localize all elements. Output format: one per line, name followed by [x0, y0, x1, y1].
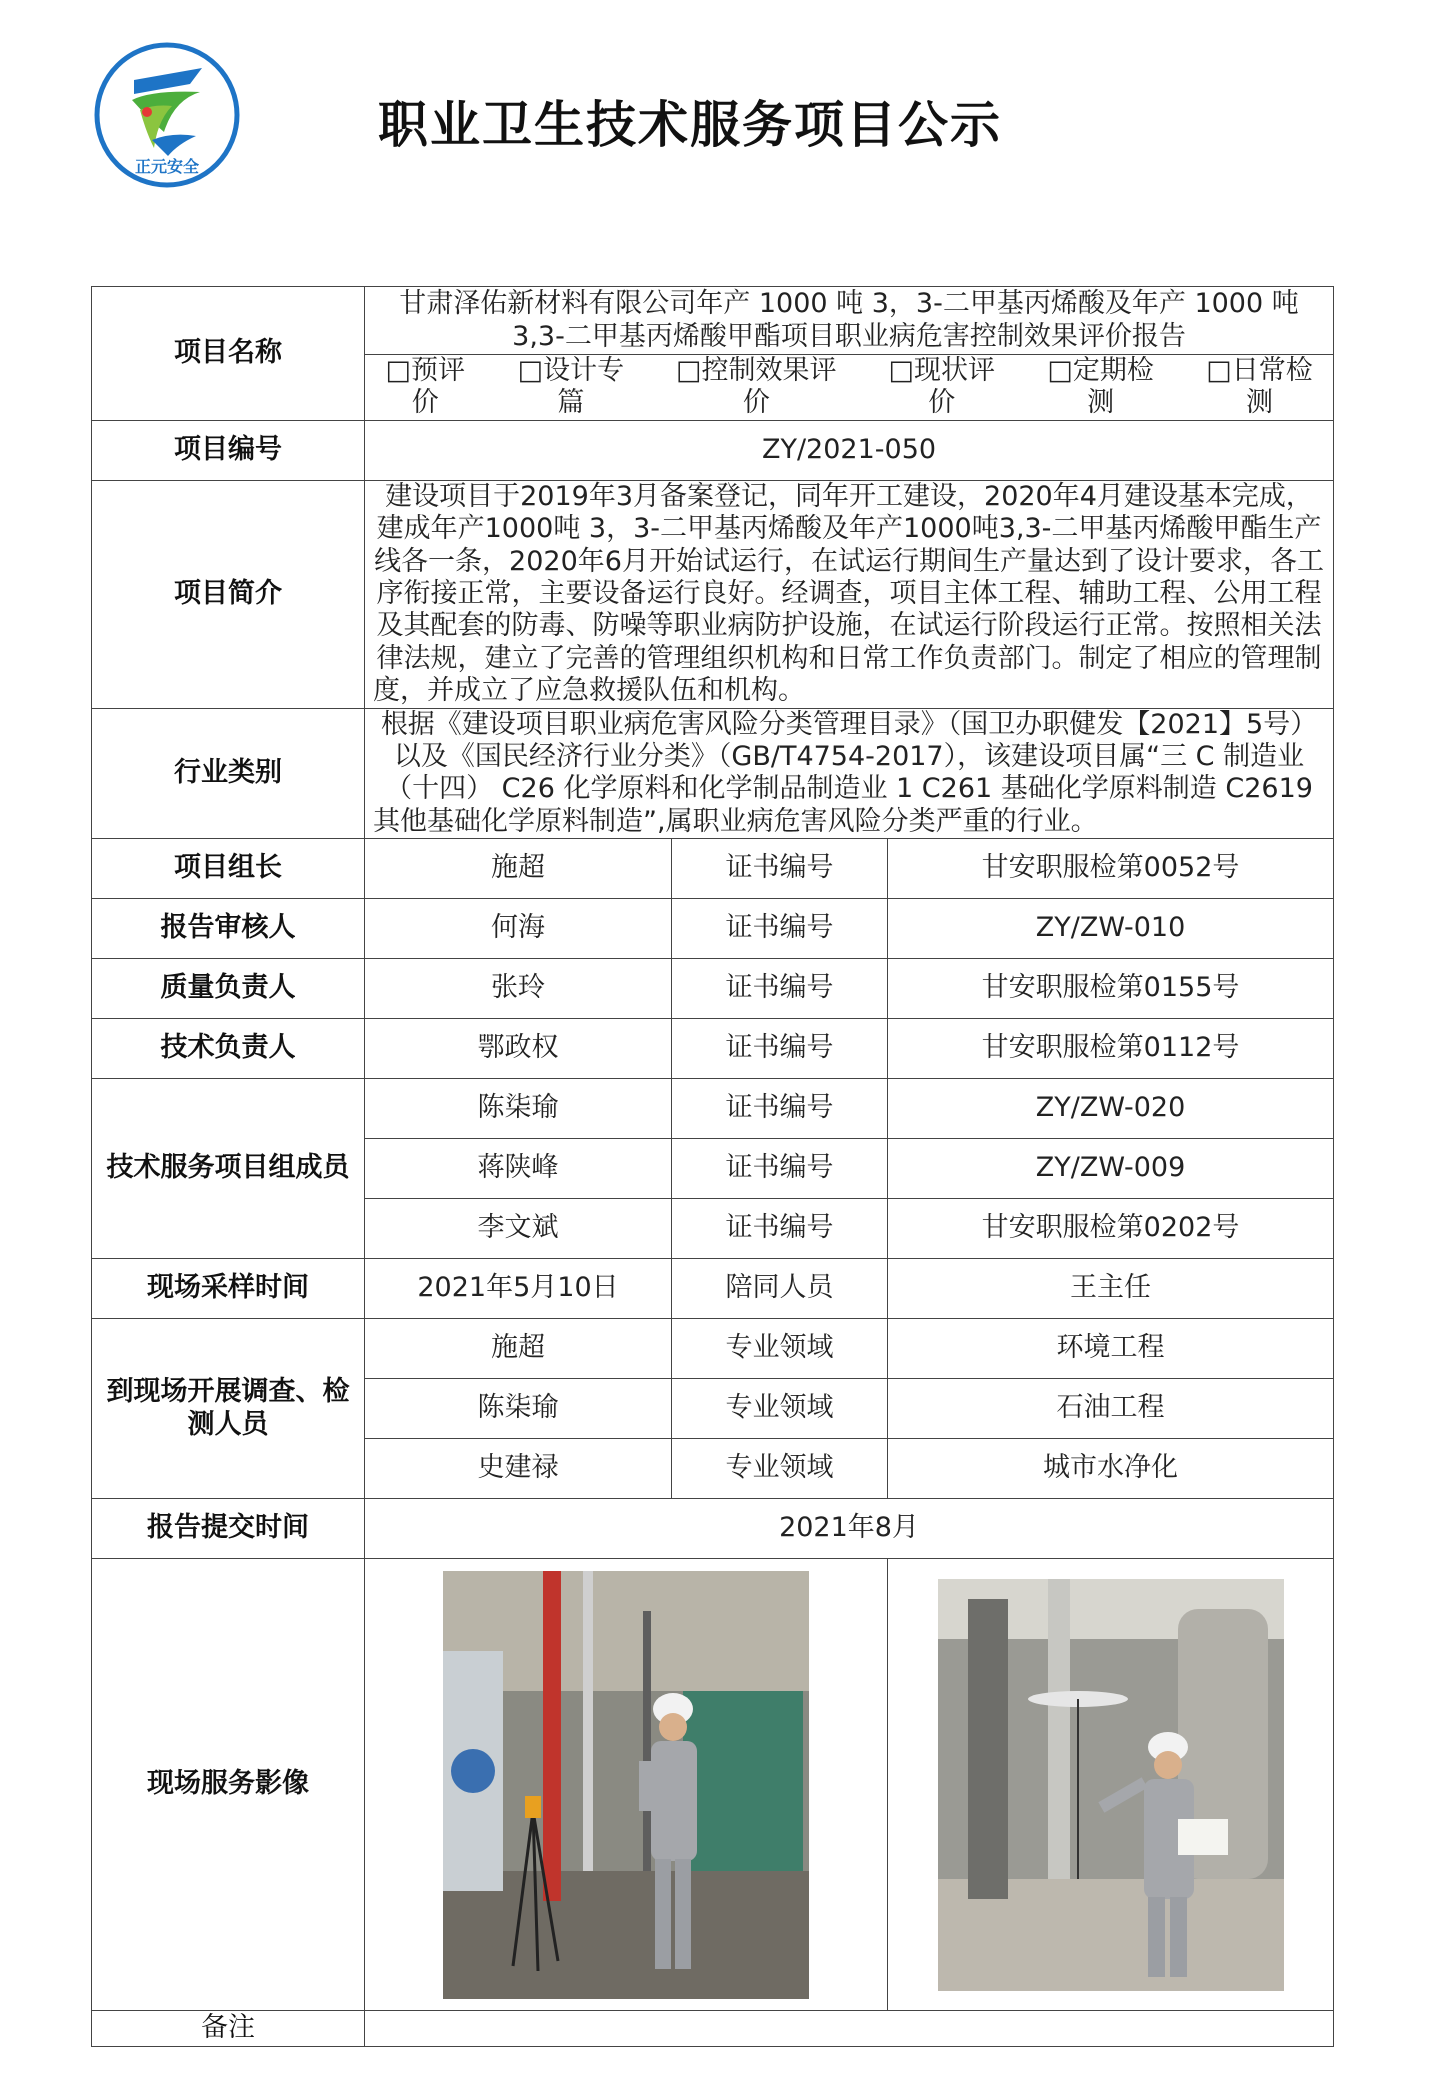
reviewer-name: 何海: [365, 899, 672, 959]
investigator-name: 史建禄: [365, 1439, 672, 1499]
project-name-label: 项目名称: [92, 287, 365, 421]
investigator-field: 城市水净化: [888, 1439, 1334, 1499]
quality-label: 质量负责人: [92, 959, 365, 1019]
project-number-label: 项目编号: [92, 420, 365, 480]
type-control-evaluation[interactable]: □控制效果评价: [676, 355, 837, 419]
investigator-field: 石油工程: [888, 1379, 1334, 1439]
investigator-name: 陈柒瑜: [365, 1379, 672, 1439]
remark-label: 备注: [92, 2011, 365, 2047]
reviewer-label: 报告审核人: [92, 899, 365, 959]
investigator-field: 环境工程: [888, 1319, 1334, 1379]
page-title: 职业卫生技术服务项目公示: [378, 96, 1002, 154]
sampling-time-value: 2021年5月10日: [365, 1259, 672, 1319]
site-photo-1: [443, 1571, 809, 1999]
member-name: 李文斌: [365, 1199, 672, 1259]
tech-name: 鄂政权: [365, 1019, 672, 1079]
submit-time-value: 2021年8月: [365, 1499, 1334, 1559]
companion-value: 王主任: [888, 1259, 1334, 1319]
photos-label: 现场服务影像: [92, 1559, 365, 2011]
cert-label: 证书编号: [672, 1079, 888, 1139]
type-daily-detection[interactable]: □日常检测: [1206, 355, 1313, 419]
leader-cert: 甘安职服检第0052号: [888, 839, 1334, 899]
investigator-name: 施超: [365, 1319, 672, 1379]
member-cert: ZY/ZW-009: [888, 1139, 1334, 1199]
members-label: 技术服务项目组成员: [92, 1079, 365, 1259]
type-design[interactable]: □设计专篇: [517, 355, 625, 419]
company-logo: [92, 40, 242, 190]
photo-cell-1: [365, 1559, 888, 2011]
project-number-value: ZY/2021-050: [365, 420, 1334, 480]
site-photo-2: [938, 1579, 1284, 1991]
cert-label: 证书编号: [672, 1139, 888, 1199]
project-name-cell: [365, 287, 1334, 355]
industry-label: 行业类别: [92, 708, 365, 839]
field-label: 专业领域: [672, 1379, 888, 1439]
project-intro-label: 项目简介: [92, 480, 365, 708]
cert-label: 证书编号: [672, 1019, 888, 1079]
project-info-table: [91, 286, 1334, 2047]
sampling-time-label: 现场采样时间: [92, 1259, 365, 1319]
cert-label: 证书编号: [672, 959, 888, 1019]
member-cert: ZY/ZW-020: [888, 1079, 1334, 1139]
field-label: 专业领域: [672, 1319, 888, 1379]
tech-label: 技术负责人: [92, 1019, 365, 1079]
member-name: 陈柒瑜: [365, 1079, 672, 1139]
photo-cell-2: [888, 1559, 1334, 2011]
type-pre-evaluation[interactable]: □预评价: [385, 355, 465, 419]
type-periodic-detection[interactable]: □定期检测: [1047, 355, 1154, 419]
leader-label: 项目组长: [92, 839, 365, 899]
project-name-value: 甘肃泽佑新材料有限公司年产 1000 吨 3，3-二甲基丙烯酸及年产 1000 吨3,3-二甲基丙烯酸甲酯项目职业病危害控制效果评价报告: [399, 288, 1299, 352]
quality-cert: 甘安职服检第0155号: [888, 959, 1334, 1019]
logo-text: 正元安全: [134, 157, 200, 176]
member-name: 蒋陕峰: [365, 1139, 672, 1199]
reviewer-cert: ZY/ZW-010: [888, 899, 1334, 959]
leader-name: 施超: [365, 839, 672, 899]
field-label: 专业领域: [672, 1439, 888, 1499]
remark-value: [365, 2011, 1334, 2047]
quality-name: 张玲: [365, 959, 672, 1019]
project-intro-value: 建设项目于2019年3月备案登记，同年开工建设，2020年4月建设基本完成，建成年产1000吨 3，3-二甲基丙烯酸及年产1000吨3,3-二甲基丙烯酸甲酯生产线各一条，2020年6月开始试运行，在试运行期间生产量达到了设计要求，各工序衔接正常，主要设备运行良好。经调查，项目主体工程、辅助工程、公用工程及其配套的防毒、防噪等职业病防护设施，在试运行阶段运行正常。按照相关法律法规，建立了完善的管理组织机构和日常工作负责部门。制定了相应的管理制度，并成立了应急救援队伍和机构。: [365, 480, 1334, 708]
companion-label: 陪同人员: [672, 1259, 888, 1319]
tech-cert: 甘安职服检第0112号: [888, 1019, 1334, 1079]
cert-label: 证书编号: [672, 839, 888, 899]
cert-label: 证书编号: [672, 1199, 888, 1259]
type-status-evaluation[interactable]: □现状评价: [888, 355, 995, 419]
cert-label: 证书编号: [672, 899, 888, 959]
industry-value: 根据《建设项目职业病危害风险分类管理目录》（国卫办职健发【2021】5号）以及《国民经济行业分类》（GB/T4754-2017），该建设项目属“三 C 制造业 （十四） C26 化学原料和化学制品制造业 1 C261 基础化学原料制造 C2619 其他基础化学原料制造”,属职业病危害风险分类严重的行业。: [365, 708, 1334, 839]
project-type-cell: [365, 355, 1334, 421]
submit-time-label: 报告提交时间: [92, 1499, 365, 1559]
investigators-label: 到现场开展调查、检测人员: [92, 1319, 365, 1499]
member-cert: 甘安职服检第0202号: [888, 1199, 1334, 1259]
